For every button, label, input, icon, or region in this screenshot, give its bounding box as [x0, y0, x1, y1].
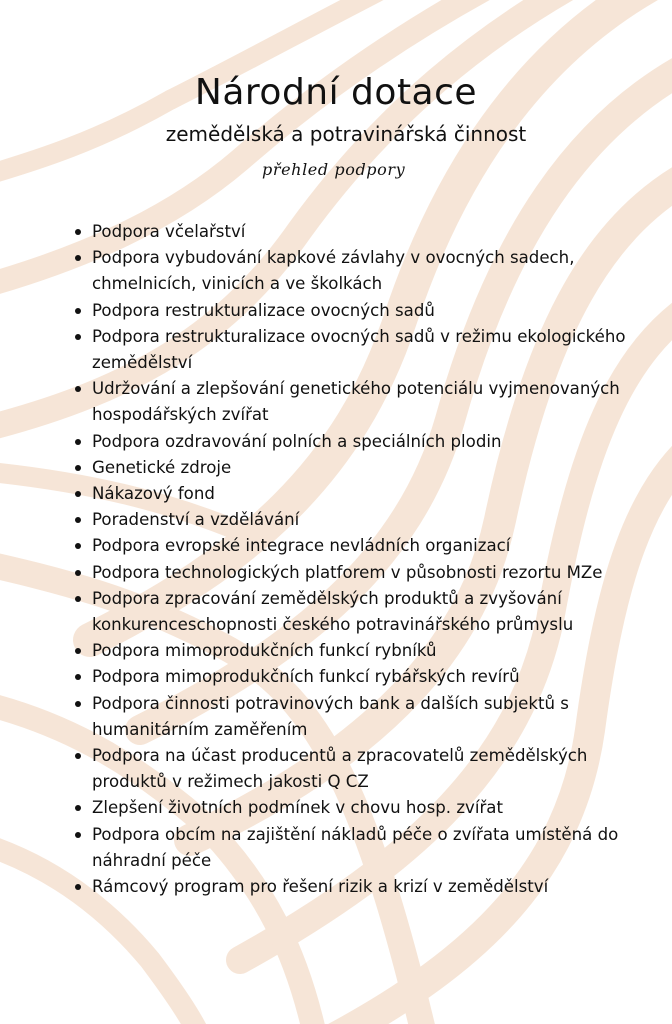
page-subtitle: zemědělská a potravinářská činnost [165, 122, 527, 146]
list-item: Podpora restrukturalizace ovocných sadů v režimu ekologického zemědělství [92, 324, 652, 376]
list-item: Podpora na účast producentů a zpracovatelů zemědělských produktů v režimech jakosti Q CZ [92, 743, 652, 795]
list-item: Podpora obcím na zajištění nákladů péče o zvířata umístěná do náhradní péče [92, 822, 652, 874]
list-item: Genetické zdroje [92, 455, 652, 481]
list-item: Podpora restrukturalizace ovocných sadů [92, 298, 652, 324]
page-title: Národní dotace [194, 72, 478, 113]
list-item: Zlepšení životních podmínek v chovu hosp. zvířat [92, 795, 652, 821]
list-item: Podpora včelařství [92, 219, 652, 245]
list-item: Podpora evropské integrace nevládních organizací [92, 533, 652, 559]
list-item: Podpora technologických platforem v působnosti rezortu MZe [92, 560, 652, 586]
list-item: Podpora vybudování kapkové závlahy v ovocných sadech, chmelnicích, vinicích a ve školkách [92, 245, 652, 297]
page-tagline: přehled podpory [262, 160, 406, 179]
list-item: Nákazový fond [92, 481, 652, 507]
list-item: Podpora zpracování zemědělských produktů a zvyšování konkurenceschopnosti českého potravinářského průmyslu [92, 586, 652, 638]
list-item: Podpora činnosti potravinových bank a dalších subjektů s humanitárním zaměřením [92, 691, 652, 743]
list-item: Podpora mimoprodukčních funkcí rybníků [92, 638, 652, 664]
list-item: Podpora ozdravování polních a speciálních plodin [92, 429, 652, 455]
list-item: Poradenství a vzdělávání [92, 507, 652, 533]
list-item: Rámcový program pro řešení rizik a krizí v zemědělství [92, 874, 652, 900]
support-list [92, 219, 652, 900]
list-item: Udržování a zlepšování genetického potenciálu vyjmenovaných hospodářských zvířat [92, 376, 652, 428]
list-item: Podpora mimoprodukčních funkcí rybářských revírů [92, 664, 652, 690]
